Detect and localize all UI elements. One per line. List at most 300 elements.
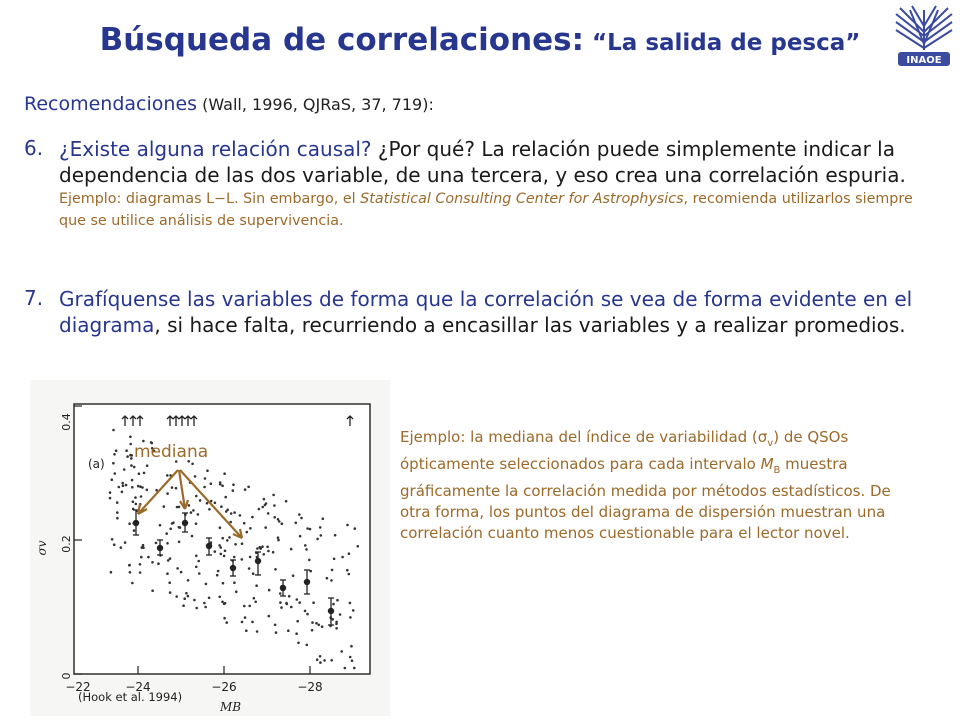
scatter-point [208,508,211,511]
scatter-point [171,486,174,489]
scatter-point [190,511,193,514]
scatter-point [220,553,223,556]
scatter-point [319,526,322,529]
scatter-point [120,546,123,549]
title-subtitle: “La salida de pesca” [584,30,861,56]
scatter-point [309,528,312,531]
scatter-point [138,472,141,475]
scatter-point [232,489,235,492]
scatter-point [135,503,138,506]
scatter-point [311,629,314,632]
x-tick-minus26: −26 [211,680,237,694]
scatter-point [169,557,172,560]
scatter-point [267,512,270,515]
scatter-point [208,597,211,600]
scatter-point [133,529,136,532]
scatter-point [246,531,249,534]
scatter-point [311,621,314,624]
scatter-point [251,516,254,519]
scatter-point [111,538,114,541]
scatter-point [139,563,142,566]
item-7-highlight: Grafíquense las variables de forma que la correlación se vea de forma evidente en el diagrama [59,287,913,337]
example-sub-v: v [767,438,774,449]
scatter-point [335,623,338,626]
scatter-point [166,542,169,545]
scatter-point [308,559,311,562]
scatter-point [247,486,250,489]
scatter-point [306,644,309,647]
scatter-point [191,463,194,466]
scatter-point [264,526,267,529]
scatter-point [320,534,323,537]
scatter-point [340,650,343,653]
scatter-point [129,454,132,457]
scatter-point [147,556,150,559]
scatter-point [292,574,295,577]
scatter-point [221,485,224,488]
scatter-point [132,500,135,503]
scatter-point [225,510,228,513]
scatter-point [295,632,298,635]
scatter-point [197,513,200,516]
scatter-point [131,479,134,482]
scatter-point [296,620,299,623]
list-item-7 [24,286,944,338]
panel-label: (a) [88,457,105,471]
scatter-point [272,494,275,497]
scatter-point [241,542,244,545]
scatter-point [336,599,339,602]
y-tick-0.4: 0.4 [60,413,73,431]
scatter-point [274,624,277,627]
scatter-point [125,449,128,452]
scatter-point [232,483,235,486]
scatter-point [116,501,119,504]
example-text-2: ) de QSOs ópticamente seleccionados para cada intervalo [400,428,849,473]
scatter-point [204,477,207,480]
scatter-point [140,556,143,559]
item-6-example-post: , recomienda utilizarlos siempre que se utilice análisis de supervivencia. [59,191,913,229]
scatter-point [334,534,337,537]
scatter-point [113,453,116,456]
scatter-point [244,616,247,619]
scatter-point [229,521,232,524]
scatter-point [321,625,324,628]
scatter-point [111,478,114,481]
scatter-point [118,486,121,489]
scatter-point [110,571,113,574]
scatter-point [312,601,315,604]
scatter-point [159,524,162,527]
scatter-point [214,502,217,505]
scatter-point [124,541,127,544]
scatter-point [278,520,281,523]
scatter-point [157,562,160,565]
item-7-text [59,286,944,338]
scatter-point [109,491,112,494]
scatter-point [306,527,309,530]
scatter-point [306,613,309,616]
scatter-point [277,536,280,539]
scatter-point [223,555,226,558]
scatter-point [163,505,166,508]
scatter-point [113,543,116,546]
scatter-point [341,556,344,559]
scatter-point [305,548,308,551]
scatter-point [357,545,360,548]
item-6-highlight: ¿Existe alguna relación causal? [59,137,372,161]
scatter-point [274,568,277,571]
scatter-point [129,571,132,574]
item-6-example [59,188,944,232]
scatter-point [304,610,307,613]
scatter-point [234,543,237,546]
scatter-point [259,546,262,549]
scatter-figure [30,380,390,716]
scatter-point [203,602,206,605]
scatter-point [233,581,236,584]
scatter-point [143,472,146,475]
scatter-point [285,602,288,605]
scatter-point [129,443,132,446]
scatter-point [195,555,198,558]
scatter-point [254,601,257,604]
scatter-point [192,509,195,512]
scatter-point [249,556,252,559]
scatter-point [121,491,124,494]
scatter-point [216,574,219,577]
scatter-point [166,474,169,477]
scatter-point [248,605,251,608]
scatter-point [191,535,194,538]
item-6-number: 6. [24,136,44,160]
scatter-point [155,542,158,545]
scatter-point [233,511,236,514]
scatter-point [332,603,335,606]
scatter-point [178,506,181,509]
scatter-point [130,457,133,460]
item-6-example-pre: Ejemplo: diagramas L−L. Sin embargo, el [59,191,361,207]
scatter-point [322,517,325,520]
scatter-point [218,596,221,599]
scatter-point [331,569,334,572]
scatter-point [222,582,225,585]
scatter-point [166,572,169,575]
title-main: Búsqueda de correlaciones: [99,22,585,58]
scatter-point [206,469,209,472]
x-axis-label: MB [220,700,242,714]
scatter-point [176,567,179,570]
scatter-point [146,464,149,467]
scatter-point [140,495,143,498]
scatter-point [121,482,124,485]
scatter-point [239,514,242,517]
scatter-point [267,550,270,553]
scatter-point [248,567,251,570]
scatter-point [142,546,145,549]
example-text-3: muestra gráficamente la correlación medida por métodos estadísticos. De otra forma, los puntos del diagrama de dispersión muestran una correlación cuanto menos cuestionable para el lector novel. [400,455,891,542]
scatter-point [304,544,307,547]
scatter-point [195,566,198,569]
scatter-point [251,621,254,624]
scatter-point [183,597,186,600]
scatter-point [235,591,238,594]
scatter-point [221,601,224,604]
scatter-point [348,573,351,576]
scatter-point [126,455,129,458]
scatter-point [134,496,137,499]
scatter-point [279,592,282,595]
scatter-point [114,472,117,475]
scatter-point [349,616,352,619]
scatter-point [165,532,168,535]
scatter-point [243,522,246,525]
scatter-point [220,505,223,508]
scatter-point [243,605,246,608]
scatter-point [226,539,229,542]
scatter-point [224,550,227,553]
logo-text: INAOE [906,55,942,66]
scatter-point [112,429,115,432]
scatter-point [346,524,349,527]
scatter-point [273,504,276,507]
scatter-point [151,561,154,564]
scatter-point [258,508,261,511]
scatter-point [146,489,149,492]
scatter-point [348,552,351,555]
scatter-point [112,462,115,465]
scatter-point [210,482,213,485]
scatter-point [203,486,206,489]
scatter-point [199,499,202,502]
scatter-point [169,591,172,594]
scatter-point [296,598,299,601]
scatter-point [217,570,220,573]
scatter-point [178,526,181,529]
scatter-point [109,497,112,500]
scatter-point [319,661,322,664]
scatter-point [263,553,266,556]
y-tick-0.2: 0.2 [60,535,73,553]
recommendations-heading [24,93,434,115]
inaoe-logo [890,4,958,70]
scatter-point [290,606,293,609]
scatter-point [180,571,183,574]
scatter-point [241,558,244,561]
scatter-point [182,604,185,607]
scatter-point [193,599,196,602]
scatter-point [128,522,131,525]
scatter-point [131,582,134,585]
scatter-point [335,627,338,630]
mediana-label: mediana [134,442,209,462]
scatter-point [233,556,236,559]
example-sigma: σ [757,428,768,446]
scatter-point [268,615,271,618]
scatter-point [224,496,227,499]
scatter-point [205,583,208,586]
scatter-point [256,630,259,633]
scatter-point [346,569,349,572]
y-axis-label: σv [35,540,49,556]
list-item-6 [24,136,944,232]
scatter-point [228,536,231,539]
scatter-point [230,512,233,515]
scatter-point [266,546,269,549]
item-6-example-italic: Statistical Consulting Center for Astrophysics [360,191,684,207]
scatter-point [268,589,271,592]
scatter-point [187,579,190,582]
scatter-point [188,504,191,507]
slide-title [0,22,960,58]
scatter-point [279,601,282,604]
scatter-point [224,602,227,605]
scatter-point [264,504,267,507]
scatter-point [256,547,259,550]
scatter-point [333,558,336,561]
scatter-point [272,551,275,554]
scatter-point [122,485,125,488]
scatter-point [225,621,228,624]
scatter-point [281,522,284,525]
scatter-point [319,655,322,658]
example-text-1: Ejemplo: la mediana del índice de variabilidad ( [400,428,758,446]
scatter-point [244,488,247,491]
scatter-point [298,601,301,604]
scatter-point [221,537,224,540]
item-7-rest: , si hace falta, recurriendo a encasillar las variables y a realizar promedios. [154,313,906,337]
scatter-point [139,571,142,574]
scatter-point [285,500,288,503]
scatter-point [300,517,303,520]
scatter-point [339,613,342,616]
scatter-point [352,609,355,612]
scatter-point [249,527,252,530]
scatter-point [218,544,221,547]
scatter-point [263,498,266,501]
scatter-point [198,572,201,575]
scatter-point [290,548,293,551]
scatter-point [261,506,264,509]
scatter-point [315,622,318,625]
scatter-point [175,487,178,490]
scatter-point [123,468,126,471]
scatter-point [129,435,132,438]
scatter-point [219,483,222,486]
scatter-point [275,631,278,634]
scatter-point [316,538,319,541]
x-tick-minus28: −28 [297,680,323,694]
example-paragraph [400,427,920,544]
figure-citation: (Hook et al. 1994) [78,690,183,704]
scatter-point [331,618,334,621]
recommendations-label: Recomendaciones [24,93,198,115]
scatter-point [195,607,198,610]
scatter-point [287,629,290,632]
scatter-point [166,492,169,495]
scatter-point [252,572,255,575]
scatter-point [169,528,172,531]
scatter-point [219,526,222,529]
scatter-point [298,513,301,516]
scatter-point [185,592,188,595]
scatter-point [223,617,226,620]
scatter-point [344,667,347,670]
scatter-point [195,495,198,498]
scatter-point [261,545,264,548]
scatter-point [116,517,119,520]
scatter-point [354,527,357,530]
scatter-point [273,516,276,519]
scatter-point [297,642,300,645]
item-6-rest: ¿Por qué? La relación puede simplemente indicar la dependencia de las dos variable, de una tercera, y eso crea una correlación espuria. [59,137,906,187]
scatter-point [280,606,283,609]
scatter-point [194,475,197,478]
scatter-point [195,522,198,525]
scatter-point [318,624,321,627]
scatter-point [175,595,178,598]
scatter-point [187,595,190,598]
scatter-point [116,511,119,514]
scatter-point [245,629,248,632]
scatter-point [125,484,128,487]
scatter-point [253,597,256,600]
y-tick-0: 0 [60,672,73,680]
scatter-point [349,602,352,605]
scatter-point [168,581,171,584]
scatter-point [288,595,291,598]
scatter-point [255,584,258,587]
scatter-point [326,577,329,580]
scatter-point [350,645,353,648]
scatter-point [141,486,144,489]
item-6-text [59,136,944,188]
scatter-point [206,502,209,505]
scatter-point [277,539,280,542]
scatter-point [353,667,356,670]
scatter-point [349,656,352,659]
scatter-point [241,621,244,624]
example-m: M [760,455,774,473]
scatter-point [223,472,226,475]
x-tick-minus22: −22 [65,680,91,694]
scatter-point [137,485,140,488]
scatter-point [330,579,333,582]
scatter-point [323,659,326,662]
scatter-point [142,544,145,547]
scatter-point [171,522,174,525]
scatter-point [115,449,118,452]
recommendations-citation: (Wall, 1996, QJRaS, 37, 719): [197,95,434,114]
scatter-point [351,659,354,662]
scatter-point [330,659,333,662]
scatter-point [204,606,207,609]
scatter-point [214,550,217,553]
scatter-point [151,589,154,592]
example-sub-b: B [773,465,781,476]
scatter-point [178,541,181,544]
scatter-point [295,522,298,525]
scatter-point [133,466,136,469]
scatter-point [197,560,200,563]
item-7-number: 7. [24,286,44,310]
scatter-point [128,564,131,567]
x-tick-minus24: −24 [125,680,151,694]
scatter-point [131,486,134,489]
scatter-point [316,658,319,661]
scatter-point [130,464,133,467]
scatter-point [299,535,302,538]
